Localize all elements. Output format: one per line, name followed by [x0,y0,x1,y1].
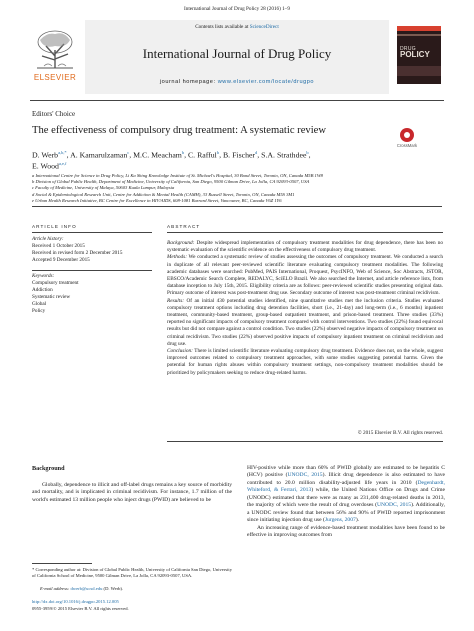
crossmark-icon[interactable] [400,128,414,142]
corresponding-author-note: * Corresponding author at: Division of Global Public Health, University of California San Diego, University of California School of Medicine, 9500 Gilman Drive, La Jolla, CA 92093-0507, USA. [32,567,232,579]
keyword-list [32,280,154,315]
keywords-label: Keywords: [32,273,55,279]
article-history [32,236,154,264]
author-affiliation-marks[interactable]: b [181,150,185,155]
article-info-heading: ARTICLE INFO [32,224,77,229]
abstract-heading: ABSTRACT [167,224,201,229]
article-title: The effectiveness of compulsory drug treatment: A systematic review [32,125,326,136]
affiliations [32,173,452,204]
background-paragraph: Globally, dependence to illicit and off-label drugs remains a key source of morbidity and mortality, and is implicated in criminal recidivism. For instance, 1.7 million of the world's estimated 13 million people who inject drugs (PWID) are believed to be [32,482,232,503]
elsevier-tree-logo [32,28,78,72]
author-name[interactable]: C. Rafful [187,150,217,160]
abstract-section-label: Conclusion: [167,348,193,355]
citation-link[interactable]: Degenhardt, Whiteford, & Ferrari, 2013 [247,479,445,494]
citation-link[interactable]: UNODC, 2015 [376,502,412,509]
history-item: Accepted 9 December 2015 [32,257,90,263]
keyword-item: Systematic review [32,294,71,300]
copyright-line: © 2015 Elsevier B.V. All rights reserved. [357,430,443,436]
author-separator: , [66,150,71,160]
abstract-section-text: We conducted a systematic review of studies assessing the outcomes of compulsory treatment. We conducted a search in duplicate of all relevant peer-reviewed scientific literature evaluating compulsory treatment modalities. The following academic databases were searched: PubMed, PAIS International, Proquest, PsycINFO, Web of Science, Soc Abstracts, JSTOR, EBSCO/Academic Search Complete, REDALYC, SciELO Brazil. We also searched the Internet, and article reference lists, from database inception to July 15th, 2015. Eligibility criteria are as follows: peer-reviewed scientific studies presenting original data. Primary outcome of interest was post-treatment drug use. Secondary outcome of interest was post-treatment criminal recidivism. [167,254,443,297]
para-text-5: ). [355,517,360,524]
authors-line-2 [32,159,412,172]
history-label: Article history: [32,236,64,242]
author-affiliation-marks[interactable]: c [127,150,130,155]
affiliation-line: b Division of Global Public Health, Department of Medicine, University of California, San Diego, 9500 Gilman Drive, La Jolla, CA 92093-0507, USA [32,179,310,185]
homepage-prefix: journal homepage: [159,79,216,85]
affiliation-line: e Urban Health Research Initiative, BC Centre for Excellence in HIV/AIDS, 608-1081 Burrard Street, Vancouver, BC, Canada V6Z 1Y6 [32,197,282,203]
history-item: Received 1 October 2015 [32,243,85,249]
keywords-block [32,273,154,315]
author-name[interactable]: D. Werb [32,150,59,160]
abstract-body [167,240,443,377]
abstract-section-text: Despite widespread implementation of compulsory treatment modalities for drug dependence, there has been no systematic evaluation of the scientific evidence on the effectiveness of compulsory drug treatment. [167,240,443,254]
abstract-paragraph [167,254,443,297]
contents-line [85,24,389,31]
para-text-1: HIV-positive while more than 60% of PWID globally are estimated to be hepatitis C (HCV) positive ( [247,465,445,479]
abstract-paragraph [167,240,443,254]
keyword-item: Addiction [32,287,53,293]
author-affiliation-marks[interactable]: b [216,150,220,155]
author-separator: , [308,150,311,160]
history-item: Received in revised form 2 December 2015 [32,250,123,256]
email-link[interactable]: dwerb@ucsd.edu [70,586,103,591]
background-heading: Background [32,465,65,472]
journal-cover [397,26,441,84]
affiliation-line: c Faculty of Medicine, University of Malaya, 50603 Kuala Lumpur, Malaysia [32,185,175,191]
author-name[interactable]: M.C. Meacham [133,150,182,160]
affiliation-rule [32,206,442,207]
abstract-section-text: There is limited scientific literature evaluating compulsory drug treatment. Evidence does not, on the whole, suggest improved outcomes related to compulsory treatment approaches, with some studies suggesting potential harms. Given the potential for human rights abuses within compulsory treatment settings, non-compulsory treatment modalities should be prioritized by policymakers seeking to reduce drug-related harms. [167,348,443,376]
keyword-item: Global [32,301,47,307]
cover-title [400,46,438,59]
abstract-section-label: Methods: [167,254,188,261]
author-name[interactable]: A. Kamarulzaman [70,150,128,160]
contents-prefix: Contents lists available at [195,24,249,30]
author-affiliation-marks[interactable]: a,b,* [58,150,67,155]
cover-bottom-band [397,66,441,76]
header-rule [30,100,444,101]
doi-link[interactable]: http://dx.doi.org/10.1016/j.drugpo.2015.12.005 [32,599,119,604]
author-separator: , [219,150,223,160]
abstract-section-label: Background: [167,240,195,246]
cover-top-band [397,26,441,31]
author-separator: , [257,150,262,160]
author-affiliation-marks[interactable]: d [255,150,258,155]
cover-stripe [397,34,441,36]
affiliation-line: d Social & Epidemiological Research Unit, Centre for Addiction & Mental Health (CAMH), 33 Russell Street, Toronto, ON, Canada M5S 3M1 [32,191,295,197]
article-info-rule [32,232,152,233]
email-suffix: (D. Werb). [102,586,124,591]
running-header: International Journal of Drug Policy 28 (2016) 1–9 [184,6,290,12]
abstract-paragraph [167,348,443,377]
author-name[interactable]: E. Wood [32,161,59,171]
author-name[interactable]: S.A. Strathdee [261,150,307,160]
para-text-2: ). Illicit drug dependence is also estimated to have contributed to 20.0 million disability-adjusted life years in 2010 ( [247,472,445,486]
footnote-rule [32,563,92,564]
cover-title-line1: DRUG [400,46,416,52]
abstract-rule [167,232,443,233]
cover-title-line2: POLICY [400,50,430,60]
email-label: E-mail address: [40,586,70,591]
abstract-section-label: Results: [167,297,185,304]
journal-homepage-line [85,79,389,85]
author-name[interactable]: B. Fischer [222,150,256,160]
homepage-link[interactable]: www.elsevier.com/locate/drugpo [217,79,315,85]
abstract-end-rule [167,441,443,442]
author-separator: , [129,150,134,160]
journal-title: International Journal of Drug Policy [142,46,332,61]
author-affiliation-marks[interactable]: a,e,f [58,161,67,166]
article-category: Editors' Choice [32,110,76,118]
background-paragraph-continued [247,465,445,540]
author-affiliation-marks[interactable]: b [306,150,309,155]
abstract-paragraph [167,298,443,348]
citation-link[interactable]: Jurgens, 2007 [324,517,356,524]
history-list [32,243,154,264]
crossmark-label: CrossMark [396,143,418,148]
para-text-3: ) while, the United Nations Office on Drugs and Crime (UNODC) estimated that there were as many as 231,400 drug-related deaths in 2013, the majority of which were the result of drug overdoses ( [247,487,445,509]
citation-link[interactable]: UNODC, 2015 [287,472,323,479]
next-paragraph: An increasing range of evidence-based treatment modalities have been found to be effective in improving outcomes from [247,524,445,539]
affiliation-line: a International Centre for Science in Drug Policy, Li Ka Shing Knowledge Institute of St. Michael's Hospital, 30 Bond Street, Toronto, ON, Canada M5B 1W8 [32,173,323,178]
author-separator: , [184,150,188,160]
issn-line: 0955-3959/© 2015 Elsevier B.V. All rights reserved. [32,606,129,611]
sciencedirect-link[interactable]: ScienceDirect [249,24,279,30]
keyword-item: Compulsory treatment [32,280,79,286]
email-line [40,586,230,592]
keyword-item: Policy [32,308,46,314]
publisher-name: ELSEVIER [33,73,77,82]
abstract-section-text: Of an initial 430 potential studies identified, nine quantitative studies met the inclusion criteria. Studies evaluated compulsory treatment options including drug detention facilities, short (i.e., 21-day) and long-term (i.e., 6 months) inpatient treatment, community-based treatment, group-based outpatient treatment, and prison-based treatment. Three studies (33%) reported no significant impacts of compulsory treatment compared with control interventions. Two studies (22%) found equivocal results but did not compare against a control condition. Two studies (22%) observed negative impacts of compulsory treatment on criminal recidivism. Two studies (22%) observed positive impacts of compulsory inpatient treatment on criminal recidivism and drug use. [167,297,443,347]
para-text-4: ). Additionally, a UNODC review found that between 56% and 90% of PWID reported imprisonment since initiating injection drug use ( [247,502,445,524]
keywords-rule [32,270,152,271]
